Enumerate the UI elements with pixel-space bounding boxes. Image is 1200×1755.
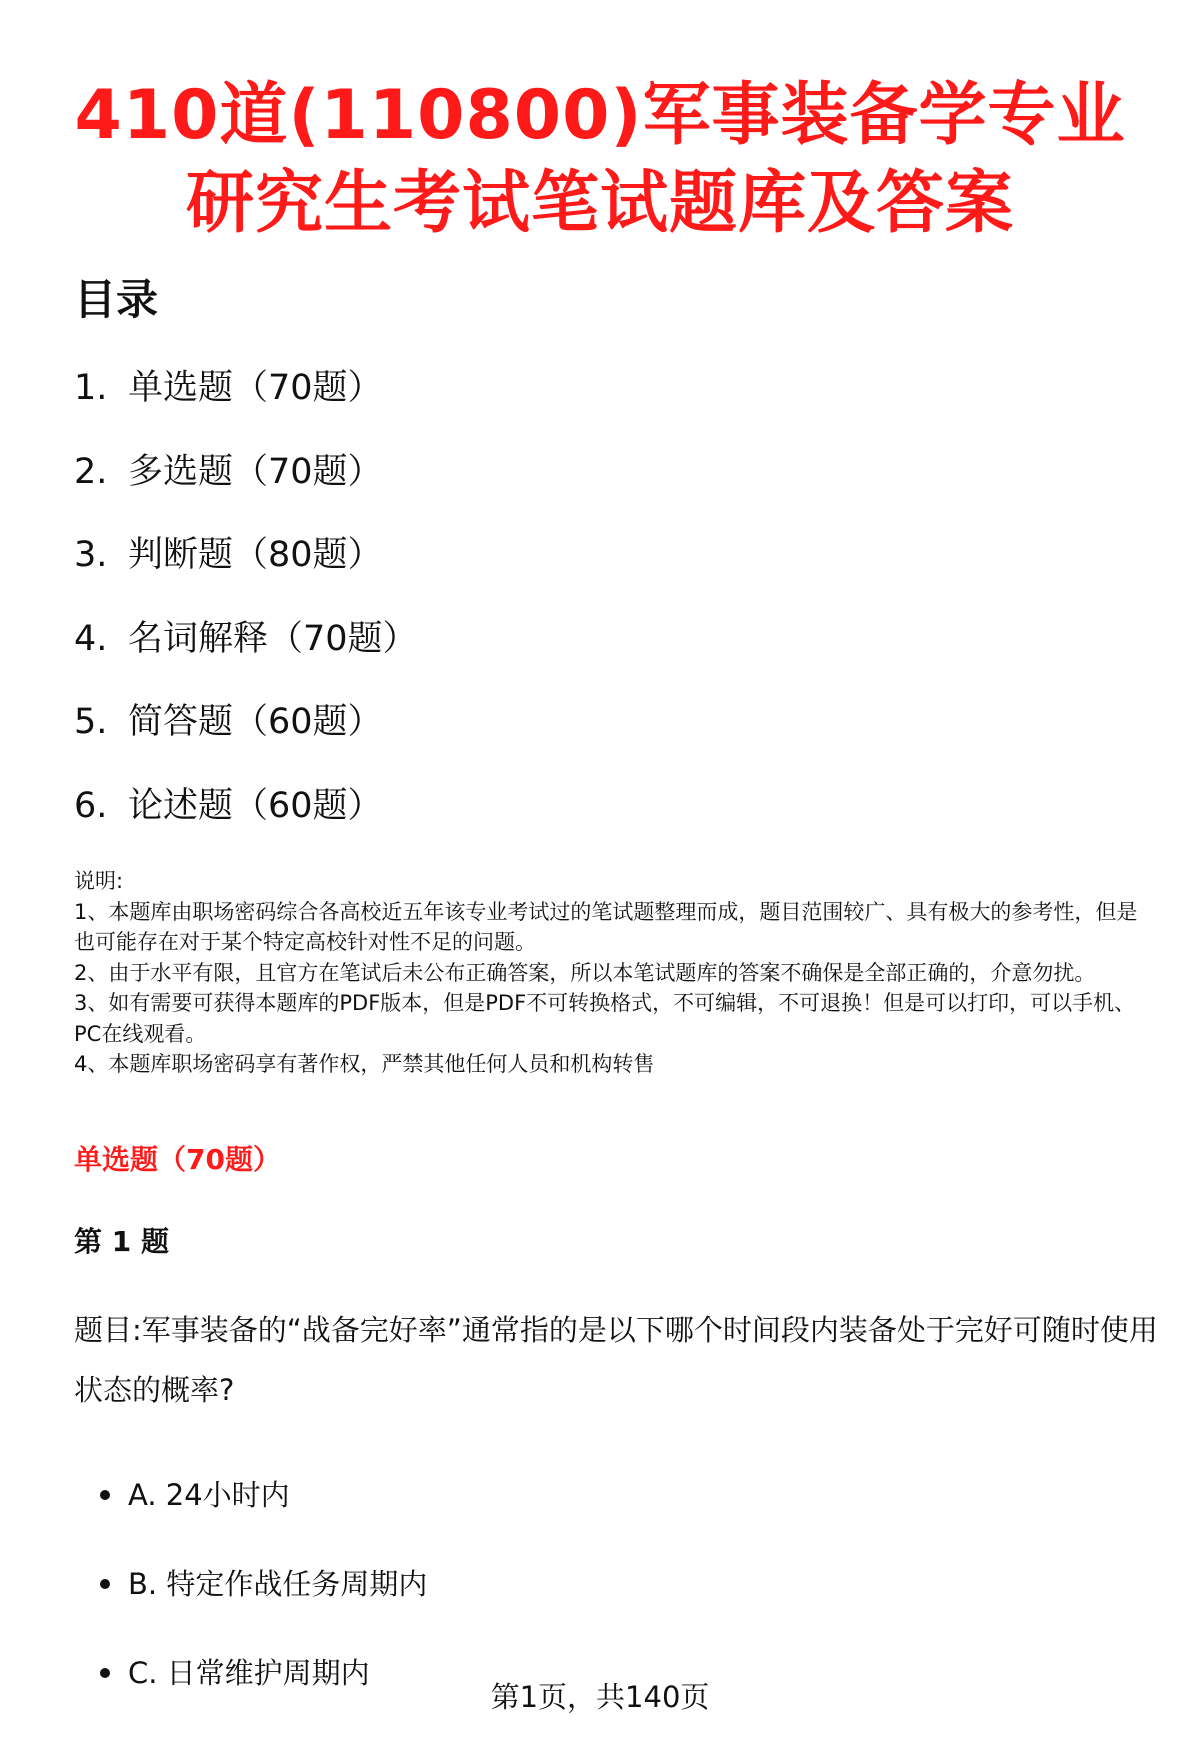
option-label: C. 日常维护周期内 — [128, 1655, 370, 1690]
option-item — [74, 1539, 427, 1628]
bullet-icon — [100, 1579, 110, 1589]
toc-item-number: 6. — [74, 785, 108, 826]
toc-item — [74, 696, 418, 780]
notes-heading: 说明: — [74, 869, 124, 893]
notes-line: 4、本题库职场密码享有著作权，严禁其他任何人员和机构转售 — [74, 1052, 655, 1076]
question-text: 题目:军事装备的“战备完好率”通常指的是以下哪个时间段内装备处于完好可随时使用状态的概率? — [74, 1313, 1158, 1407]
toc-item — [74, 362, 418, 446]
notes-line: 1、本题库由职场密码综合各高校近五年该专业考试过的笔试题整理而成，题目范围较广、具有极大的参考性，但是也可能存在对于某个特定高校针对性不足的问题。 — [74, 899, 1138, 954]
toc-item-label: 判断题（80题） — [128, 535, 383, 575]
toc-item-label: 多选题（70题） — [128, 451, 383, 492]
toc-item-label: 名词解释（70题） — [128, 618, 418, 659]
notes-block — [74, 866, 1154, 1080]
toc-item-number: 2. — [74, 451, 108, 492]
page-footer: 第1页，共140页 — [490, 1680, 710, 1714]
option-label: A. 24小时内 — [128, 1477, 290, 1512]
notes-line: 2、由于水平有限，且官方在笔试后未公布正确答案，所以本笔试题库的答案不确保是全部正确的，介意勿扰。 — [74, 960, 1096, 985]
toc-item-number: 1. — [74, 368, 108, 408]
option-item — [74, 1450, 427, 1539]
option-label: B. 特定作战任务周期内 — [128, 1566, 428, 1601]
toc-item-label: 论述题（60题） — [128, 785, 383, 826]
section-title: 单选题（70题） — [74, 1143, 281, 1176]
toc-item — [74, 613, 418, 697]
page-title: 410道(110800)军事装备学专业研究生考试笔试题库及答案 — [74, 76, 1126, 243]
toc-item-number: 4. — [74, 618, 108, 659]
toc-item-number: 5. — [74, 702, 108, 742]
bullet-icon — [100, 1490, 110, 1500]
toc-item — [74, 780, 418, 864]
toc-item-label: 单选题（70题） — [128, 368, 383, 408]
toc-heading: 目录 — [74, 275, 159, 324]
question-number: 第 1 题 — [74, 1225, 169, 1258]
toc-item-label: 简答题（60题） — [128, 702, 383, 742]
toc-item-number: 3. — [74, 535, 108, 575]
notes-line: 3、如有需要可获得本题库的PDF版本，但是PDF不可转换格式，不可编辑，不可退换！但是可以打印，可以手机、PC在线观看。 — [74, 991, 1136, 1046]
toc-item — [74, 529, 418, 613]
toc-list — [74, 362, 418, 863]
toc-item — [74, 446, 418, 530]
